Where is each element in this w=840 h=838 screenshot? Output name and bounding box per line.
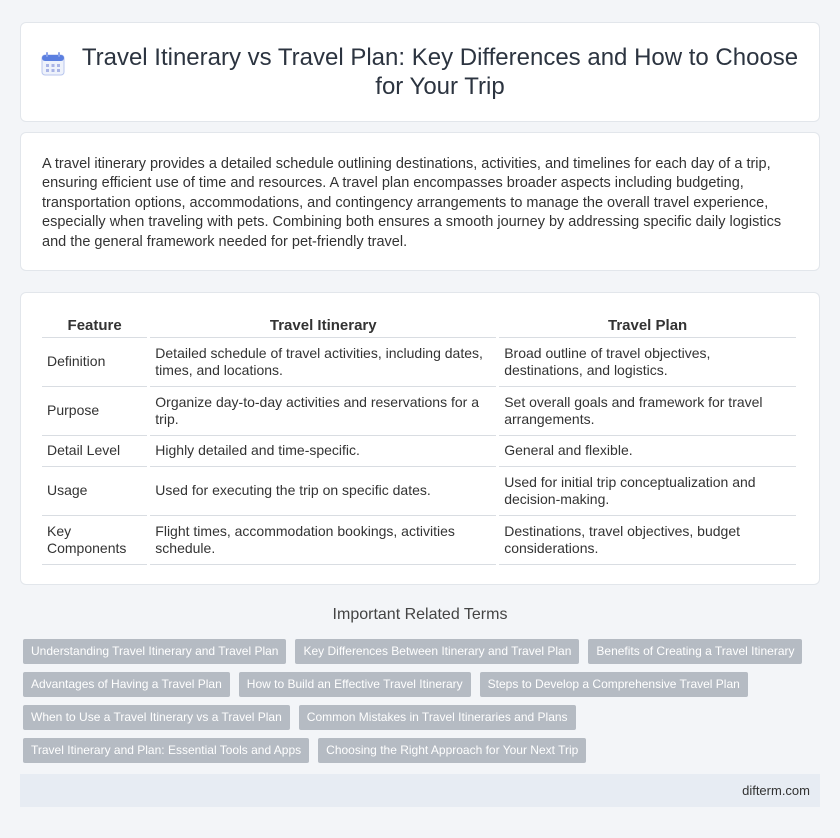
table-row (42, 387, 796, 436)
related-term-link[interactable]: How to Build an Effective Travel Itinerary (239, 672, 471, 697)
feature-cell: Key Components (42, 516, 147, 565)
related-terms-list (23, 639, 813, 771)
page-title: Travel Itinerary vs Travel Plan: Key Differences and How to Choose for Your Trip (81, 44, 799, 100)
column-header-feature: Feature (42, 313, 147, 338)
footer (20, 774, 820, 807)
table-row (42, 338, 796, 387)
related-term-link[interactable]: Key Differences Between Itinerary and Travel Plan (295, 639, 579, 664)
related-term-link[interactable]: Choosing the Right Approach for Your Next Trip (318, 738, 586, 763)
plan-cell: General and flexible. (499, 436, 796, 467)
feature-cell: Usage (42, 467, 147, 516)
related-term-link[interactable]: Travel Itinerary and Plan: Essential Tools and Apps (23, 738, 309, 763)
table-row (42, 436, 796, 467)
table-row (42, 516, 796, 565)
comparison-card (20, 292, 820, 585)
itinerary-cell: Organize day-to-day activities and reservations for a trip. (150, 387, 496, 436)
comparison-table (39, 313, 799, 565)
related-terms-heading: Important Related Terms (332, 606, 508, 623)
column-header-plan: Travel Plan (499, 313, 796, 338)
footer-site-link[interactable]: difterm.com (742, 783, 810, 798)
itinerary-cell: Used for executing the trip on specific dates. (150, 467, 496, 516)
table-header-row (42, 313, 796, 338)
feature-cell: Definition (42, 338, 147, 387)
plan-cell: Destinations, travel objectives, budget considerations. (499, 516, 796, 565)
column-header-itinerary: Travel Itinerary (150, 313, 496, 338)
related-term-link[interactable]: Understanding Travel Itinerary and Travel Plan (23, 639, 286, 664)
itinerary-cell: Detailed schedule of travel activities, including dates, times, and locations. (150, 338, 496, 387)
table-row (42, 467, 796, 516)
related-term-link[interactable]: Steps to Develop a Comprehensive Travel Plan (480, 672, 748, 697)
related-term-link[interactable]: When to Use a Travel Itinerary vs a Travel Plan (23, 705, 290, 730)
itinerary-cell: Highly detailed and time-specific. (150, 436, 496, 467)
intro-card (20, 132, 820, 271)
feature-cell: Purpose (42, 387, 147, 436)
feature-cell: Detail Level (42, 436, 147, 467)
plan-cell: Broad outline of travel objectives, destinations, and logistics. (499, 338, 796, 387)
related-term-link[interactable]: Benefits of Creating a Travel Itinerary (588, 639, 802, 664)
plan-cell: Set overall goals and framework for travel arrangements. (499, 387, 796, 436)
related-term-link[interactable]: Common Mistakes in Travel Itineraries and Plans (299, 705, 576, 730)
title-card (20, 22, 820, 122)
calendar-icon (40, 51, 66, 77)
itinerary-cell: Flight times, accommodation bookings, activities schedule. (150, 516, 496, 565)
related-term-link[interactable]: Advantages of Having a Travel Plan (23, 672, 230, 697)
plan-cell: Used for initial trip conceptualization and decision-making. (499, 467, 796, 516)
intro-text: A travel itinerary provides a detailed schedule outlining destinations, activities, and timelines for each day of a trip, ensuring efficient use of time and resources. A travel plan encompasses broader aspects including budgeting, transportation options, accommodations, and contingency arrangements to manage the overall travel experience, especially when traveling with pets. Combining both ensures a smooth journey by addressing specific daily logistics and the general framework needed for pet-friendly travel. (42, 156, 782, 250)
